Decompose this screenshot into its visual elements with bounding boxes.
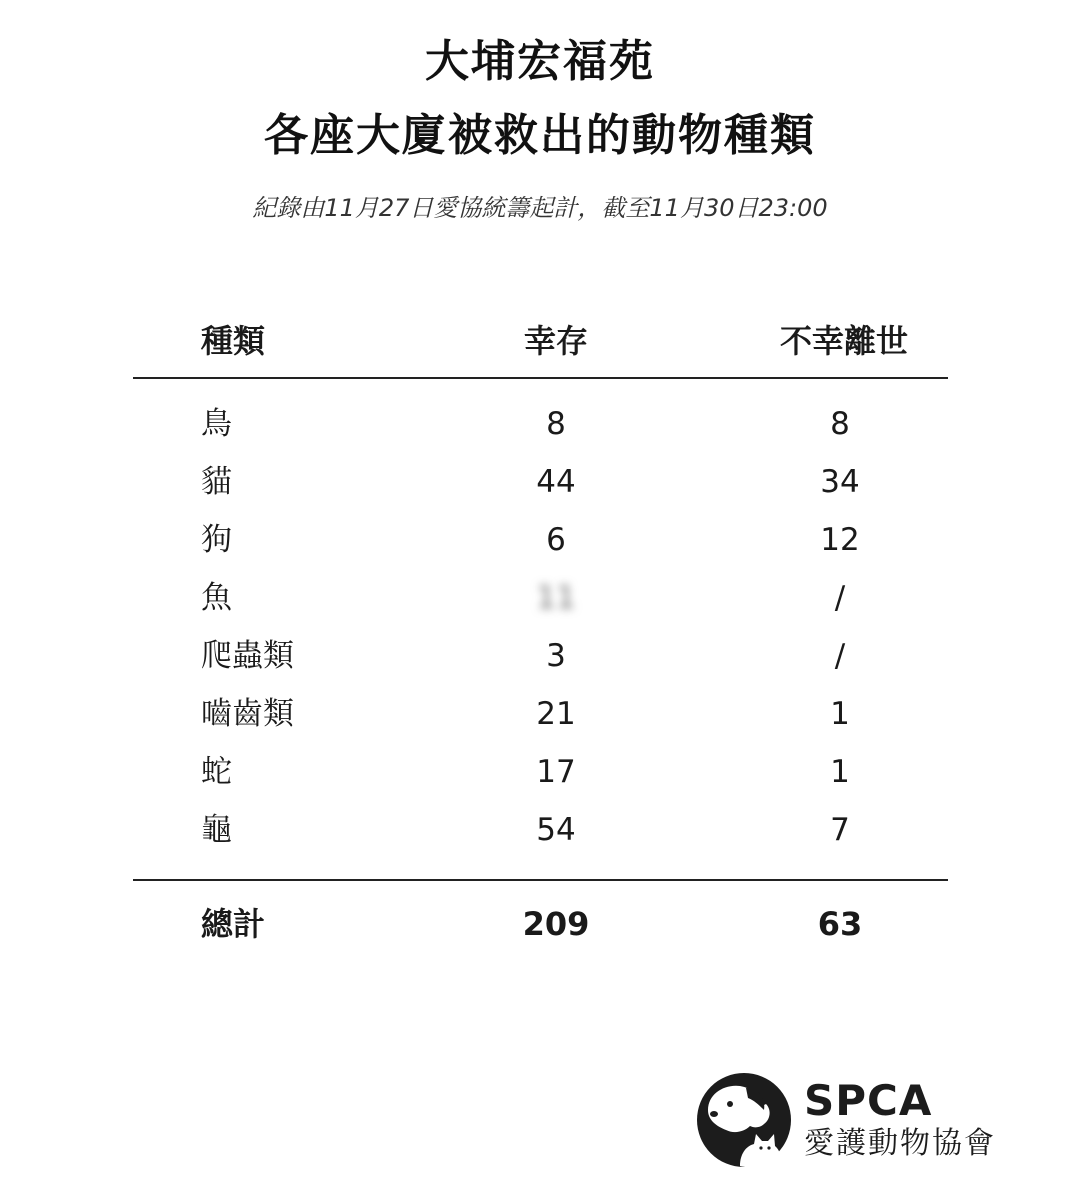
row-survived: 6 — [546, 522, 566, 558]
row-died: 8 — [830, 406, 850, 442]
table-row — [133, 801, 948, 859]
row-died: / — [834, 638, 846, 674]
table-row — [133, 511, 948, 569]
row-died: 12 — [820, 522, 860, 558]
row-died: 7 — [830, 812, 850, 848]
row-survived: 54 — [536, 812, 576, 848]
page-subtitle: 紀錄由11月27日愛協統籌起計，截至11月30日23:00 — [252, 194, 828, 222]
spca-logo — [694, 1070, 1014, 1170]
total-died: 63 — [817, 905, 863, 943]
row-type: 貓 — [201, 464, 232, 500]
row-survived: 3 — [546, 638, 566, 674]
page-title-line2: 各座大廈被救出的動物種類 — [264, 110, 816, 161]
table-row — [133, 685, 948, 743]
table-row — [133, 743, 948, 801]
row-type: 鳥 — [201, 406, 232, 442]
logo-abbr: SPCA — [804, 1076, 933, 1125]
header-survived: 幸存 — [523, 322, 588, 360]
row-died: 1 — [830, 696, 850, 732]
table-row — [133, 453, 948, 511]
table-row — [133, 627, 948, 685]
table-row — [133, 395, 948, 453]
total-label: 總計 — [201, 905, 266, 943]
row-type: 魚 — [201, 580, 232, 616]
row-type: 爬蟲類 — [201, 638, 294, 674]
row-survived: 8 — [546, 406, 566, 442]
row-survived: 21 — [536, 696, 576, 732]
table-header-row — [133, 310, 948, 372]
row-survived: 11 — [536, 580, 576, 616]
table-bottom-divider — [133, 879, 948, 881]
row-died: 34 — [820, 464, 860, 500]
table-total-row — [133, 895, 948, 953]
header-died: 不幸離世 — [780, 322, 909, 360]
row-type: 龜 — [201, 812, 232, 848]
rescue-table — [133, 310, 948, 943]
header-type: 種類 — [201, 322, 266, 360]
table-row — [133, 569, 948, 627]
row-type: 狗 — [201, 522, 232, 558]
row-survived: 17 — [536, 754, 576, 790]
row-died: 1 — [830, 754, 850, 790]
row-type: 蛇 — [201, 754, 232, 790]
logo-name: 愛護動物協會 — [804, 1126, 996, 1161]
dog-cat-circle-icon — [694, 1070, 794, 1170]
table-top-divider — [133, 377, 948, 379]
row-survived: 44 — [536, 464, 576, 500]
table-body — [133, 395, 948, 859]
page-title-line1: 大埔宏福苑 — [425, 36, 655, 87]
row-died: / — [834, 580, 846, 616]
row-type: 嚙齒類 — [201, 696, 294, 732]
total-survived: 209 — [522, 905, 590, 943]
